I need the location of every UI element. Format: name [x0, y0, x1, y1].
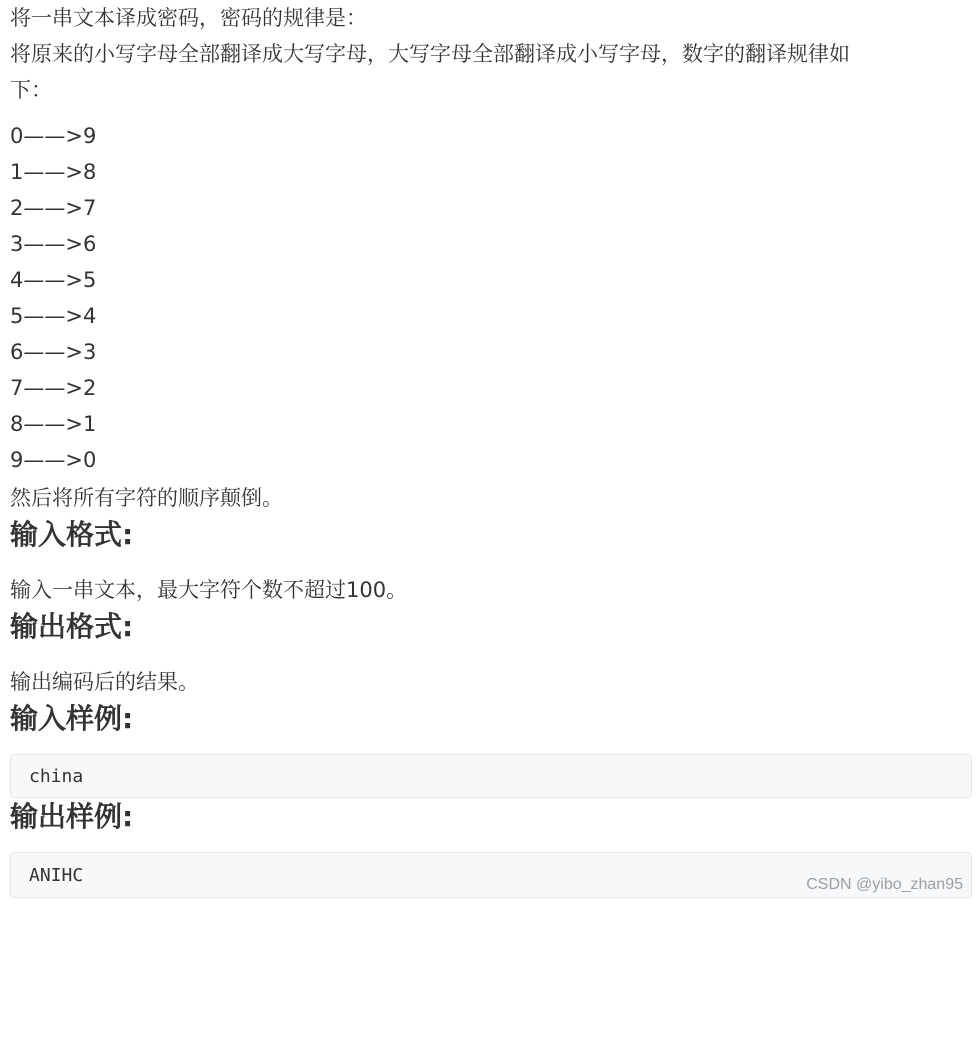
sample-input-code-block[interactable]	[10, 754, 972, 798]
mapping-item: 1——>8	[10, 160, 97, 184]
mapping-item: 3——>6	[10, 232, 97, 256]
csdn-watermark: CSDN @yibo_zhan95	[806, 876, 963, 893]
reverse-instruction: 然后将所有字符的顺序颠倒。	[10, 486, 283, 510]
mapping-item: 0——>9	[10, 124, 97, 148]
mapping-item: 9——>0	[10, 448, 97, 472]
mapping-item: 5——>4	[10, 304, 97, 328]
intro-line-2: 将原来的小写字母全部翻译成大写字母，大写字母全部翻译成小写字母，数字的翻译规律如	[10, 42, 850, 66]
sample-output-code: ANIHC	[29, 865, 84, 886]
output-format-heading: 输出格式:	[10, 610, 134, 643]
sample-output-code-block[interactable]	[10, 852, 972, 898]
mapping-item: 2——>7	[10, 196, 97, 220]
sample-output-heading: 输出样例:	[10, 800, 134, 833]
intro-line-3: 下：	[10, 78, 52, 102]
input-format-text: 输入一串文本，最大字符个数不超过100。	[10, 578, 408, 602]
digit-mapping-list	[10, 118, 972, 478]
mapping-item: 8——>1	[10, 412, 97, 436]
input-format-heading: 输入格式:	[10, 518, 134, 551]
output-format-text: 输出编码后的结果。	[10, 670, 199, 694]
problem-statement	[10, 0, 972, 898]
mapping-item: 6——>3	[10, 340, 97, 364]
mapping-item: 4——>5	[10, 268, 97, 292]
intro-line-1: 将一串文本译成密码，密码的规律是：	[10, 6, 367, 30]
mapping-item: 7——>2	[10, 376, 97, 400]
sample-input-heading: 输入样例:	[10, 702, 134, 735]
sample-input-code: china	[29, 766, 84, 787]
